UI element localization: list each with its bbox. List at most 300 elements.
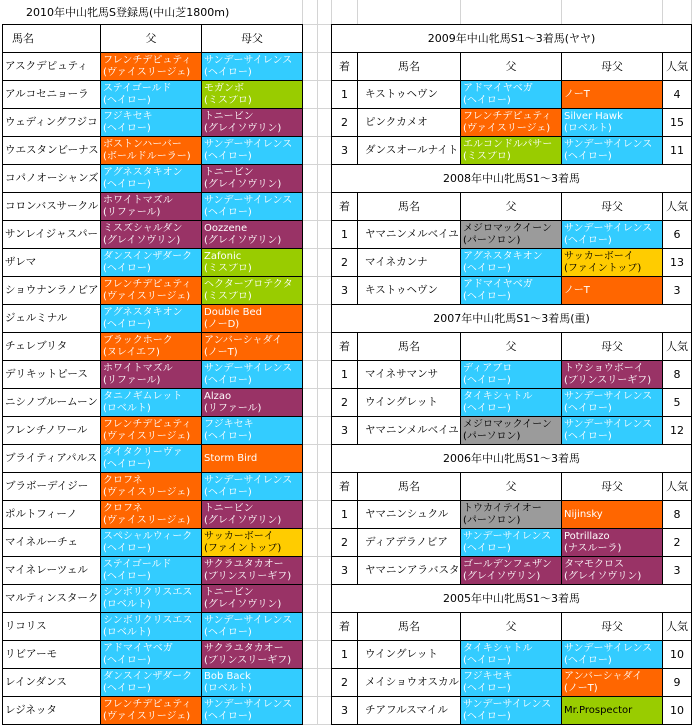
dam-sire-cell	[562, 529, 663, 557]
popularity-text: 5	[673, 396, 681, 409]
sire-cell-line: (ヘイロー)	[103, 542, 151, 554]
sire-cell-horse: タイキシャトル	[463, 642, 533, 654]
header-popularity	[663, 193, 692, 221]
popularity-text: 6	[673, 228, 681, 241]
header-popularity-text: 人気	[666, 60, 688, 73]
dam-sire-cell-line: (グレイソヴリン)	[204, 178, 282, 190]
sire-cell	[101, 613, 202, 641]
dam-sire-cell-line: (ヘイロー)	[564, 234, 612, 246]
dam-sire-cell-line: (ノーT)	[564, 682, 598, 694]
finish-rank	[332, 557, 358, 585]
finish-rank-text: 2	[341, 256, 348, 269]
sire-cell-horse: メジロマックイーン	[463, 418, 552, 430]
header-horse-name-text: 馬名	[12, 32, 34, 45]
horse-name-text: レインダンス	[5, 676, 67, 688]
dam-sire-cell-horse: Oozzene	[204, 222, 248, 234]
sire-cell	[101, 53, 202, 81]
dam-sire-cell-horse: サンデーサイレンス	[204, 138, 293, 150]
sire-cell-line: (ボールドルーラー)	[103, 150, 191, 162]
popularity	[663, 221, 692, 249]
header-horse-name	[358, 193, 461, 221]
sire-cell	[101, 333, 202, 361]
finish-rank	[332, 389, 358, 417]
dam-sire-cell	[562, 641, 663, 669]
popularity	[663, 249, 692, 277]
header-popularity	[663, 333, 692, 361]
header-horse-name	[358, 473, 461, 501]
gridline	[561, 0, 562, 24]
header-dam-sire	[562, 193, 663, 221]
sire-cell	[461, 249, 562, 277]
horse-name	[358, 389, 461, 417]
header-dam-sire	[562, 53, 663, 81]
horse-name	[358, 501, 461, 529]
dam-sire-cell	[202, 613, 303, 641]
horse-name	[3, 445, 101, 473]
finish-rank	[332, 641, 358, 669]
result-block-title-text: 2009年中山牝馬S1～3着馬(ヤヤ)	[427, 32, 596, 45]
result-block-title-text: 2007年中山牝馬S1～3着馬(重)	[433, 312, 590, 325]
horse-name-text: ブラボーデイジー	[5, 480, 89, 492]
horse-name-text: ブライティアパルス	[5, 452, 98, 464]
finish-rank	[332, 277, 358, 305]
horse-name-text: リビアーモ	[5, 648, 58, 660]
sire-cell	[101, 165, 202, 193]
dam-sire-cell-line: (ファイントップ)	[204, 542, 282, 554]
horse-name	[3, 81, 101, 109]
popularity	[663, 669, 692, 697]
dam-sire-cell-line: (ヘイロー)	[564, 654, 612, 666]
sire-cell-line: (ヴァイスリージェ)	[103, 514, 191, 526]
dam-sire-cell-line: (グレイソヴリン)	[204, 598, 282, 610]
header-sire-text: 父	[505, 200, 517, 213]
gridline	[357, 0, 358, 24]
header-rank-text: 着	[339, 200, 350, 213]
horse-name	[358, 417, 461, 445]
horse-name-text: ヤマニンアラバスタ	[365, 564, 460, 576]
sire-cell-horse: スペシャルウィーク	[103, 530, 193, 542]
horse-name	[358, 277, 461, 305]
sire-cell-horse: エルコンドルパサー	[463, 138, 553, 150]
dam-sire-cell-horse: トニービン	[204, 502, 254, 514]
dam-sire-cell	[202, 249, 303, 277]
dam-sire-cell-horse: ノーT	[564, 88, 590, 100]
dam-sire-cell-line: (グレイソヴリン)	[204, 122, 282, 134]
sire-cell	[461, 361, 562, 389]
header-dam-sire-text: 母父	[241, 32, 263, 45]
dam-sire-cell-line: (プリンスリーギフ)	[204, 654, 292, 666]
dam-sire-cell-horse: サクラユタカオー	[204, 558, 284, 570]
result-block-title-text: 2008年中山牝馬S1～3着馬	[443, 172, 580, 185]
horse-name-text: マイネカンナ	[365, 256, 428, 268]
sire-cell	[101, 417, 202, 445]
popularity	[663, 641, 692, 669]
sire-cell-line: (ヘイロー)	[103, 682, 151, 694]
dam-sire-cell-line: (ヘイロー)	[204, 430, 252, 442]
dam-sire-cell-horse: サンデーサイレンス	[204, 194, 293, 206]
sire-cell-horse: フジキセキ	[463, 670, 513, 682]
gridline	[691, 0, 692, 24]
horse-name-text: ジェルミナル	[5, 312, 68, 324]
horse-name	[3, 529, 101, 557]
sire-cell	[101, 137, 202, 165]
sire-cell-horse: サンデーサイレンス	[463, 530, 552, 542]
dam-sire-cell	[202, 529, 303, 557]
dam-sire-cell	[202, 585, 303, 613]
popularity-text: 8	[673, 368, 681, 381]
popularity	[663, 697, 692, 725]
header-rank-text: 着	[339, 340, 350, 353]
dam-sire-cell-horse: サンデーサイレンス	[204, 474, 293, 486]
dam-sire-cell	[202, 361, 303, 389]
finish-rank	[332, 81, 358, 109]
horse-name	[3, 417, 101, 445]
sire-cell	[101, 501, 202, 529]
horse-name	[358, 669, 461, 697]
horse-name	[3, 277, 101, 305]
header-sire-text: 父	[145, 32, 157, 45]
popularity-text: 3	[673, 284, 681, 297]
dam-sire-cell-horse: Potrillazo	[564, 530, 610, 542]
sire-cell-line: (リファール)	[103, 206, 161, 218]
sheet-title: 2010年中山牝馬S登録馬(中山芝1800m)	[26, 6, 230, 19]
horse-name	[3, 641, 101, 669]
finish-rank	[332, 417, 358, 445]
sire-cell-line: (ヘイロー)	[463, 402, 511, 414]
sire-cell-horse: ディアブロ	[463, 362, 513, 374]
sire-cell-line: (ヴァイスリージェ)	[103, 710, 191, 722]
gridline	[317, 0, 318, 24]
horse-name	[3, 165, 101, 193]
dam-sire-cell-line: (ロベルト)	[204, 682, 252, 694]
header-popularity	[663, 53, 692, 81]
header-dam-sire-text: 母父	[601, 200, 623, 213]
horse-name-text: チアフルスマイル	[365, 704, 448, 716]
sire-cell-line: (ヘイロー)	[103, 570, 151, 582]
sire-cell-line: (ヴァイスリージェ)	[103, 290, 191, 302]
sire-cell-line: (ロベルト)	[103, 402, 151, 414]
dam-sire-cell-line: (リファール)	[204, 402, 262, 414]
header-rank	[332, 333, 358, 361]
sire-cell-horse: ミスズシャルダン	[103, 222, 183, 234]
header-rank	[332, 473, 358, 501]
dam-sire-cell	[202, 53, 303, 81]
dam-sire-cell-horse: Alzao	[204, 390, 232, 402]
dam-sire-cell	[202, 557, 303, 585]
sire-cell-horse: ステイゴールド	[103, 558, 172, 570]
sire-cell	[461, 221, 562, 249]
popularity	[663, 137, 692, 165]
finish-rank	[332, 109, 358, 137]
dam-sire-cell	[202, 473, 303, 501]
horse-name-text: コパノオーシャンズ	[5, 172, 99, 184]
dam-sire-cell	[202, 81, 303, 109]
sire-cell-line: (パーソロン)	[463, 430, 521, 442]
sire-cell-line: (ヘイロー)	[103, 122, 151, 134]
header-sire	[461, 193, 562, 221]
sire-cell-horse: トウカイテイオー	[463, 502, 542, 514]
sire-cell	[101, 249, 202, 277]
dam-sire-cell-horse: ノーT	[564, 284, 590, 296]
sire-cell-line: (ヌレイエフ)	[103, 346, 160, 358]
dam-sire-cell-line: (ロベルト)	[564, 122, 612, 134]
sire-cell-line: (ミスプロ)	[463, 150, 511, 162]
finish-rank-text: 3	[341, 284, 348, 297]
header-sire	[461, 333, 562, 361]
sire-cell	[461, 109, 562, 137]
dam-sire-cell-line: (プリンスリーギフ)	[564, 374, 652, 386]
horse-name	[3, 585, 101, 613]
header-horse-name	[358, 613, 461, 641]
dam-sire-cell-horse: サンデーサイレンス	[564, 642, 653, 654]
dam-sire-cell	[562, 137, 663, 165]
sire-cell-line: (パーソロン)	[463, 514, 521, 526]
sire-cell-horse: ステイゴールド	[103, 82, 172, 94]
dam-sire-cell-horse: Double Bed	[204, 306, 262, 318]
horse-name	[3, 361, 101, 389]
popularity-text: 10	[670, 648, 684, 661]
sire-cell-horse: フレンチデピュティ	[463, 110, 552, 122]
dam-sire-cell-horse: サンデーサイレンス	[564, 222, 653, 234]
sire-cell-horse: フレンチデピュティ	[103, 54, 192, 66]
header-dam-sire	[562, 613, 663, 641]
sire-cell-line: (ヘイロー)	[463, 290, 511, 302]
header-dam-sire-text: 母父	[601, 480, 623, 493]
horse-name	[3, 221, 101, 249]
dam-sire-cell-horse: ヘクタープロテクタ	[204, 278, 293, 290]
sire-cell-line: (ヴァイスリージェ)	[463, 122, 551, 134]
sire-cell-horse: アグネスタキオン	[463, 250, 543, 262]
horse-name	[358, 529, 461, 557]
dam-sire-cell-line: (ノーD)	[204, 318, 240, 330]
header-horse-name	[358, 333, 461, 361]
dam-sire-cell-horse: サンデーサイレンス	[204, 698, 293, 710]
popularity-text: 11	[670, 144, 684, 157]
dam-sire-cell	[202, 501, 303, 529]
horse-name-text: デリキットピース	[5, 368, 88, 380]
dam-sire-cell	[562, 81, 663, 109]
finish-rank-text: 1	[341, 88, 348, 101]
sire-cell-line: (パーソロン)	[463, 234, 521, 246]
sire-cell	[101, 277, 202, 305]
sire-cell-horse: フレンチデピュティ	[103, 698, 192, 710]
horse-name-text: ウイングレット	[365, 396, 438, 408]
finish-rank-text: 3	[341, 704, 348, 717]
dam-sire-cell	[202, 641, 303, 669]
sire-cell-horse: ブラックホーク	[103, 334, 173, 346]
sire-cell-line: (ヘイロー)	[103, 262, 151, 274]
header-horse-name-text: 馬名	[398, 60, 420, 73]
horse-name-text: フレンチノワール	[5, 424, 88, 436]
horse-name-text: ニシノブルームーン	[5, 396, 98, 408]
sire-cell-horse: ダンスインザダーク	[103, 250, 193, 262]
horse-name	[3, 473, 101, 501]
sire-cell	[461, 557, 562, 585]
dam-sire-cell-line: (ヘイロー)	[204, 206, 252, 218]
spacer-column-gridlines	[303, 24, 331, 725]
popularity-text: 2	[673, 536, 681, 549]
horse-name-text: コロンバスサークル	[5, 200, 99, 212]
sire-cell-horse: フレンチデピュティ	[103, 278, 192, 290]
sire-cell-line: (ヴァイスリージェ)	[103, 66, 191, 78]
horse-name-text: ウエスタンビーナス	[5, 144, 99, 156]
horse-name	[3, 249, 101, 277]
header-rank	[332, 193, 358, 221]
result-block-title	[332, 305, 692, 333]
popularity-text: 12	[670, 424, 684, 437]
dam-sire-cell-line: (ミスプロ)	[204, 94, 252, 106]
horse-name-text: ポルトフィーノ	[5, 508, 78, 520]
popularity	[663, 389, 692, 417]
dam-sire-cell	[202, 389, 303, 417]
dam-sire-cell-line: (ナスルーラ)	[564, 542, 622, 554]
dam-sire-cell	[202, 417, 303, 445]
entries-table	[2, 24, 303, 725]
finish-rank-text: 2	[341, 396, 348, 409]
dam-sire-cell-horse: Zafonic	[204, 250, 242, 262]
sire-cell	[101, 221, 202, 249]
horse-name	[3, 613, 101, 641]
finish-rank	[332, 697, 358, 725]
horse-name	[358, 109, 461, 137]
horse-name-text: アスクデピュティ	[5, 60, 88, 72]
dam-sire-cell-horse: モガンボ	[204, 82, 244, 94]
popularity-text: 10	[670, 704, 684, 717]
sire-cell-horse: アグネスタキオン	[103, 306, 183, 318]
popularity	[663, 361, 692, 389]
dam-sire-cell-line: (ファイントップ)	[564, 262, 642, 274]
sire-cell-line: (ヘイロー)	[463, 542, 511, 554]
sire-cell-line: (ヘイロー)	[103, 318, 151, 330]
horse-name	[3, 53, 101, 81]
sire-cell-line: (ヘイロー)	[463, 710, 511, 722]
header-sire-text: 父	[505, 340, 517, 353]
dam-sire-cell	[562, 277, 663, 305]
horse-name	[3, 697, 101, 725]
result-block-title	[332, 445, 692, 473]
dam-sire-cell-line: (ミスプロ)	[204, 290, 252, 302]
popularity	[663, 557, 692, 585]
horse-name	[358, 81, 461, 109]
header-rank	[332, 613, 358, 641]
finish-rank-text: 3	[341, 564, 348, 577]
dam-sire-cell-horse: サンデーサイレンス	[204, 614, 293, 626]
sire-cell	[101, 697, 202, 725]
horse-name-text: ウェディングフジコ	[5, 116, 98, 128]
result-block-title-text: 2005年中山牝馬S1～3着馬	[443, 592, 580, 605]
dam-sire-cell	[562, 417, 663, 445]
finish-rank-text: 2	[341, 536, 348, 549]
horse-name-text: ザレマ	[5, 256, 37, 268]
dam-sire-cell-line: (グレイソヴリン)	[564, 570, 642, 582]
horse-name	[3, 389, 101, 417]
horse-name	[3, 137, 101, 165]
popularity	[663, 81, 692, 109]
dam-sire-cell-line: (ノーT)	[204, 346, 238, 358]
finish-rank-text: 2	[341, 116, 348, 129]
sire-cell	[101, 109, 202, 137]
popularity-text: 15	[670, 116, 684, 129]
dam-sire-cell-line: (プリンスリーギフ)	[204, 570, 292, 582]
dam-sire-cell-horse: トニービン	[204, 586, 254, 598]
popularity-text: 4	[673, 88, 681, 101]
sire-cell	[101, 81, 202, 109]
sire-cell-horse: アドマイヤベガ	[103, 642, 173, 654]
sire-cell	[461, 137, 562, 165]
dam-sire-cell-horse: サッカーボーイ	[204, 530, 274, 542]
sire-cell-line: (ヘイロー)	[103, 178, 151, 190]
sire-cell	[101, 445, 202, 473]
sire-cell-horse: フレンチデピュティ	[103, 418, 192, 430]
dam-sire-cell	[562, 361, 663, 389]
sire-cell	[101, 193, 202, 221]
header-dam-sire-text: 母父	[601, 340, 623, 353]
sire-cell-horse: タニノギムレット	[103, 390, 183, 402]
header-horse-name	[358, 53, 461, 81]
sire-cell-line: (ヴァイスリージェ)	[103, 486, 191, 498]
sire-cell	[461, 641, 562, 669]
gridline	[662, 0, 663, 24]
horse-name	[3, 669, 101, 697]
sire-cell	[461, 669, 562, 697]
header-sire-text: 父	[505, 620, 517, 633]
dam-sire-cell-horse: サンデーサイレンス	[564, 418, 653, 430]
dam-sire-cell	[562, 389, 663, 417]
sire-cell-horse: ゴールデンフェザン	[463, 558, 552, 570]
popularity	[663, 417, 692, 445]
header-popularity-text: 人気	[666, 200, 688, 213]
horse-name-text: チェレブリタ	[5, 340, 68, 352]
sire-cell-horse: ホワイトマズル	[103, 362, 173, 374]
dam-sire-cell-line: (ヘイロー)	[204, 626, 252, 638]
sire-cell-horse: シンボリクリスエス	[103, 586, 193, 598]
sire-cell-horse: クロフネ	[103, 502, 143, 514]
dam-sire-cell	[202, 277, 303, 305]
finish-rank-text: 1	[341, 228, 348, 241]
sire-cell	[101, 361, 202, 389]
sire-cell	[461, 81, 562, 109]
dam-sire-cell-line: (ヘイロー)	[204, 374, 252, 386]
horse-name-text: キストゥヘヴン	[365, 88, 439, 100]
sire-cell-horse: アグネスタキオン	[103, 166, 183, 178]
sire-cell-line: (ヴァイスリージェ)	[103, 430, 191, 442]
sire-cell-line: (グレイソヴリン)	[463, 570, 541, 582]
horse-name-text: メイショウオスカル	[365, 676, 459, 688]
dam-sire-cell-horse: Storm Bird	[204, 452, 258, 464]
dam-sire-cell-horse: Silver Hawk	[564, 110, 623, 122]
sire-cell-horse: シンボリクリスエス	[103, 614, 193, 626]
horse-name-text: ウイングレット	[365, 648, 438, 660]
header-sire	[461, 613, 562, 641]
header-horse-name-text: 馬名	[398, 200, 420, 213]
dam-sire-cell-horse: トウショウボーイ	[564, 362, 644, 374]
header-dam-sire	[202, 25, 303, 53]
dam-sire-cell-horse: サンデーサイレンス	[204, 362, 293, 374]
finish-rank-text: 2	[341, 676, 348, 689]
header-popularity	[663, 473, 692, 501]
header-rank-text: 着	[339, 620, 350, 633]
sire-cell	[101, 529, 202, 557]
popularity	[663, 529, 692, 557]
sire-cell-horse: タイキシャトル	[463, 390, 533, 402]
sire-cell-horse: アドマイヤベガ	[463, 82, 533, 94]
horse-name	[358, 137, 461, 165]
dam-sire-cell	[202, 445, 303, 473]
result-block-title	[332, 585, 692, 613]
horse-name-text: マイネレーツェル	[5, 564, 88, 576]
dam-sire-cell	[562, 557, 663, 585]
dam-sire-cell-line: (ヘイロー)	[564, 430, 612, 442]
